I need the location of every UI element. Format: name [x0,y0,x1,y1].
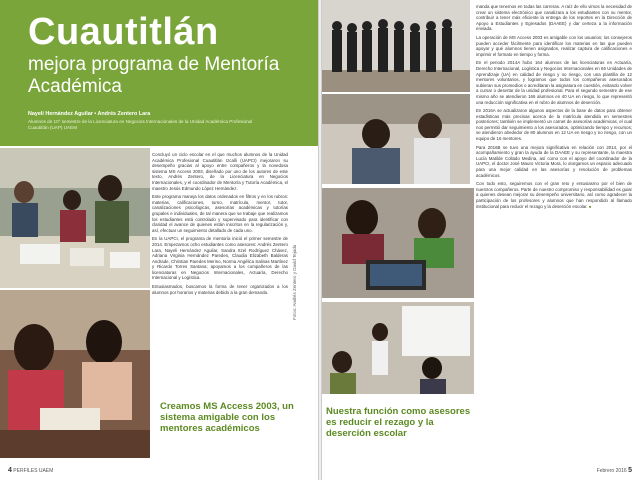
photo-students-with-laptop [322,188,474,298]
publication-name: PERFILES UAEM [13,468,54,474]
pull-quote-left: Creamos MS Access 2003, un sistema amigable con los mentores académicos [160,401,294,434]
paragraph-text: Con todo esto, seguiremos con el gran reto y entusiasmo por el bien de nuestros compañeros. Parte de nuestro compromiso y responsabilidad es guiar a quienes desean mejorar su desempeño universitario, así como agradecer la participación de los profesores y alumnos que han respondido al llamado institucional para reducir el rezago y la deserción escolar. [476,181,632,209]
article-subtitle: mejora programa de Mentoría Académica [28,54,280,97]
left-column-text [152,152,288,298]
photo-students-with-laptop-image [322,188,474,298]
page-number: 5 [628,467,632,474]
paragraph [476,181,632,209]
photo-students-writing-image [0,290,150,458]
author-affiliation: Alumnos de 10° semestre de la Licenciatura en Negocios Internacionales de la Unidad Académica Profesional Cuautitlán (UAP) UAEM [28,119,253,130]
photo-students-studying-image [0,148,150,288]
photo-mentor-at-computer-image [322,94,470,184]
photo-students-studying [0,148,150,288]
photo-classroom-session-image [322,302,474,394]
pull-quote-right: Nuestra función como asesores es reducir el rezago y la deserción escolar [326,406,471,439]
page-folio-right [597,467,632,474]
end-of-article-mark: ● [588,203,592,209]
paragraph: manda que tenemos en todas las carreras. A raíz de ello vimos la necesidad de crear un sistema electrónico que canalizara a los estudiantes con su mentor, contribuir a tener más eficiente la entrega de los reportes en la Dirección de Apoyo a Estudiantes y Egresados (DAAEE) y dar certeza a la información enviada. [476,4,632,32]
issue-date: Febrero 2016 [596,468,627,474]
paragraph: En la UAPCI, el programa de mentoría inició el primer semestre de 2014. Empezamos ocho estudiantes como asesores: Andrés Zentero Lara, Nayeli Hernández Aguilar, Sandra Itzel Rodríguez Chávez, Adriana Virginia Hernández Paredes, Claudia Elizabeth Balderas Andrade, Christian Paredes Merino, Norma Angélica Salinas Martínez y Ricardo Torres Santana; apoyamos a los compañeros de las licenciaturas en Negocios Internacionales, Actuaría, Derecho Internacional y Logística. [152,236,288,281]
article-header [0,0,318,146]
photo-classroom-session [322,302,474,394]
paragraph: En el periodo 2014A hubo 164 alumnos de las licenciaturas en Actuaría, Derecho Internacional, Logística y Negocios Internacionales en 66 Unidades de Aprendizaje (UA) en calidad de riesgo y no riesgo, con una plantilla de 12 mentores voluntarios, y logramos que todos los compañeros asesorados subieran sus promedios o acreditaran la asignatura en cuestión, evitando volver a cursar o desertar de la unidad profesional. Para el segundo semestre de ese mismo año se atendieron 166 alumnos en 40 UA en riesgo, lo que representó una reducción significativa en el rubro de alumnos de deserción. [476,60,632,105]
paragraph: Para 2016B se tuvo una mejora significativa en relación con 2014, por el acompañamiento y gran la ayuda de la DAAEE y su representante, la maestra Lucía Matilde Collado Medina, así como con el apoyo del coordinador de la UAPCI, el doctor José Mauro Victoria Mora, lo otorgamos un espacio adecuado para una mejor calidad en las asesorías y resolución de problemas académicos. [476,144,632,178]
page-folio-left [8,467,53,474]
photo-mentor-at-computer [322,94,470,184]
paragraph: Concluyó un ciclo escolar en el que muchos alumnos de la Unidad Académica Profesional Cuautitlán Izcalli (UAPCI) mejoraron su desempeño gracias al apoyo entre compañeros y la novedosa sistema MS Access 2003, diseñado por uno de los autores de este texto, Andrés Zentero, de la Licenciatura en Negocios Internacionales, y el coordinador de Mentoría y Tutoría Académica, el maestro Jesús Edmundo López Hernández. [152,152,288,191]
page-number: 4 [8,467,12,474]
photo-students-writing [0,290,150,458]
paragraph: Entusiasmados, buscamos la forma de tener organizados a los alumnos por horarios y materias debido a la gran demanda. [152,284,288,295]
right-page [322,0,640,480]
photo-group-standing [322,0,470,92]
article-title: Cuautitlán [28,11,219,53]
photo-group-standing-image [322,0,470,92]
paragraph: La operación de MS Access 2003 es amigable con los usuarios; los consejeros pueden acceder fácilmente para identificar los materias en las que pueden apoyar y qué alumnos tienen asignados, realizar captura de calificaciones e imprimir el formato en tiempo y forma. [476,34,632,57]
right-column-text [476,4,632,212]
photo-credit: Fotos: Andrés Zentero y David Tejada [292,244,297,320]
paragraph: En 2016A se actualizaron algunos aspectos de la base de datos para obtener estadísticas más precisas acerca de la matrícula atendida en semestres posteriores; también se implementó un carnet de asesorías académicas, el cual nos permitió dar seguimiento a los asesorados, optimizando tiempo y recursos; se atendieron alrededor de 80 alumnos en 12 UA en riesgo y no riesgo, con un equipo de 16 mentores. [476,108,632,142]
paragraph: Este programa maneja los datos ordenados en filtros y en los rubros: materias, calificaciones, turno, matrícula, mentor, tutor, canalizaciones psicológicas, asesorías académicas y tutorías grupales e individuales, de tal manera que se trabaje que realizamos los estudiantes está controlado y supervisado para identificar con claridad el avance de quienes están inscritos en la regularización y, así, efectuar un seguimiento detallado de cada uno. [152,194,288,233]
article-authors: Nayeli Hernández Aguilar • Andrés Zentero Lara [28,111,151,117]
left-page [0,0,318,480]
